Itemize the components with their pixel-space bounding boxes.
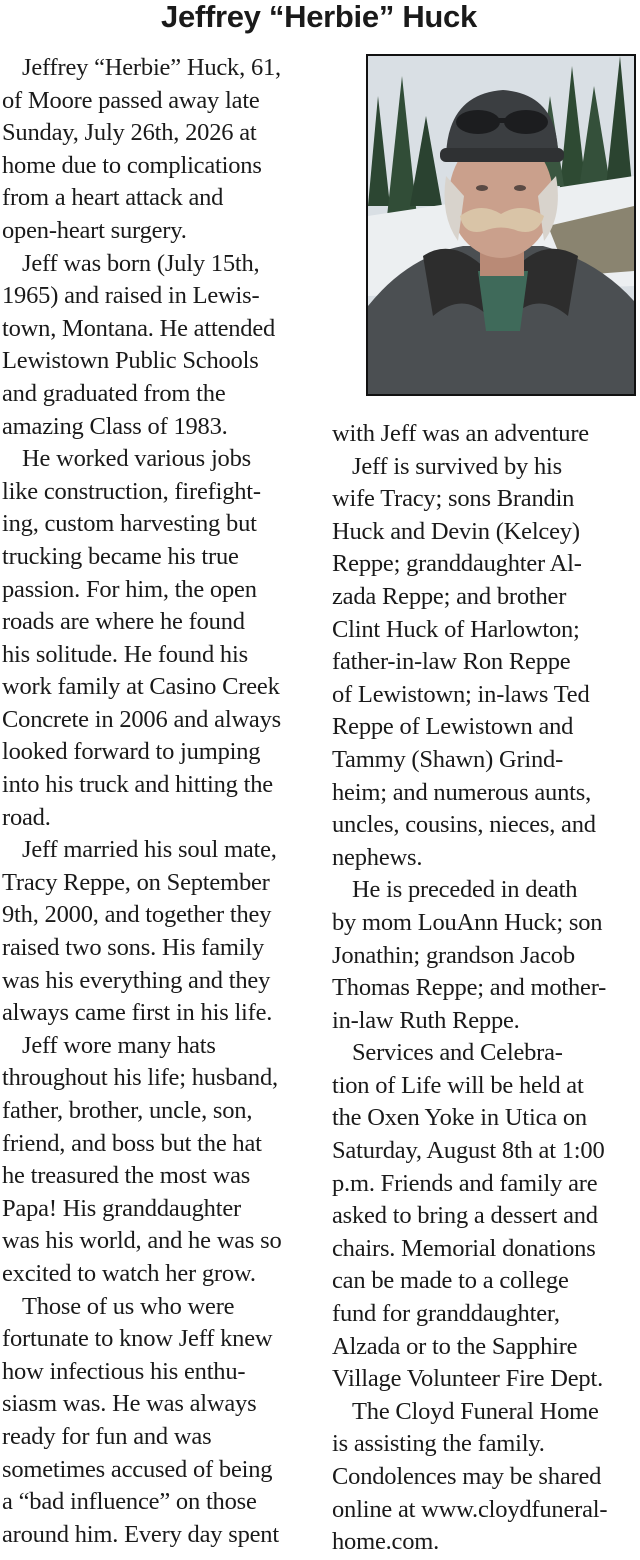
paragraph bbox=[2, 52, 320, 248]
text-line: raised two sons. His family bbox=[2, 934, 265, 962]
text-line: Saturday, August 8th at 1:00 bbox=[332, 1137, 605, 1165]
text-line: was his everything and they bbox=[2, 966, 271, 994]
text-line: looked forward to jumping bbox=[2, 738, 261, 766]
text-line: road. bbox=[2, 803, 51, 831]
text-line: and graduated from the bbox=[2, 379, 226, 407]
text-line: Reppe of Lewistown and bbox=[332, 713, 574, 741]
text-line: around him. Every day spent bbox=[2, 1520, 279, 1548]
left-column bbox=[2, 52, 320, 1551]
text-line: was his world, and he was so bbox=[2, 1227, 282, 1255]
text-line: how infectious his enthu- bbox=[2, 1357, 246, 1385]
text-line: siasm was. He was always bbox=[2, 1390, 257, 1418]
text-line: is assisting the family. bbox=[332, 1430, 545, 1458]
text-line: Those of us who were bbox=[22, 1292, 235, 1320]
right-column bbox=[332, 418, 636, 1559]
text-line: amazing Class of 1983. bbox=[2, 412, 228, 440]
text-line: Reppe; granddaughter Al- bbox=[332, 550, 582, 578]
text-line: of Moore passed away late bbox=[2, 86, 260, 114]
text-line: a “bad influence” on those bbox=[2, 1488, 257, 1516]
text-line: town, Montana. He attended bbox=[2, 314, 276, 342]
paragraph bbox=[332, 451, 636, 875]
text-line: fortunate to know Jeff knew bbox=[2, 1325, 273, 1353]
text-line: friend, and boss but the hat bbox=[2, 1129, 262, 1157]
portrait-photo bbox=[366, 54, 636, 396]
text-line: excited to watch her grow. bbox=[2, 1259, 256, 1287]
text-line: Jeff was born (July 15th, bbox=[22, 249, 260, 277]
text-line: like construction, firefight- bbox=[2, 477, 261, 505]
text-line: heim; and numerous aunts, bbox=[332, 778, 592, 806]
text-line: Concrete in 2006 and always bbox=[2, 705, 281, 733]
text-line: He is preceded in death bbox=[352, 876, 578, 904]
text-line: by mom LouAnn Huck; son bbox=[332, 908, 603, 936]
text-line: zada Reppe; and brother bbox=[332, 582, 567, 610]
text-line: online at www.cloydfuneral- bbox=[332, 1495, 608, 1523]
paragraph bbox=[2, 1030, 320, 1291]
text-line: Lewistown Public Schools bbox=[2, 347, 259, 375]
text-line: uncles, cousins, nieces, and bbox=[332, 811, 596, 839]
text-line: throughout his life; husband, bbox=[2, 1064, 278, 1092]
text-line: 9th, 2000, and together they bbox=[2, 901, 272, 929]
text-line: Jeff is survived by his bbox=[352, 452, 562, 480]
text-line: ing, custom harvesting but bbox=[2, 510, 257, 538]
text-line: p.m. Friends and family are bbox=[332, 1169, 598, 1197]
text-line: The Cloyd Funeral Home bbox=[352, 1397, 599, 1425]
text-line: Thomas Reppe; and mother- bbox=[332, 974, 607, 1002]
text-line: the Oxen Yoke in Utica on bbox=[332, 1104, 587, 1132]
text-line: fund for granddaughter, bbox=[332, 1300, 560, 1328]
text-line: his solitude. He found his bbox=[2, 640, 248, 668]
text-line: He worked various jobs bbox=[22, 445, 251, 473]
text-line: Jeff wore many hats bbox=[22, 1031, 216, 1059]
text-line: from a heart attack and bbox=[2, 184, 224, 212]
portrait-photo-icon bbox=[368, 56, 634, 394]
text-line: father, brother, uncle, son, bbox=[2, 1097, 253, 1124]
text-line: Village Volunteer Fire Dept. bbox=[332, 1365, 603, 1393]
text-line: tion of Life will be held at bbox=[332, 1071, 584, 1099]
text-line: Jeff married his soul mate, bbox=[22, 836, 277, 864]
text-line: father-in-law Ron Reppe bbox=[332, 648, 571, 676]
paragraph bbox=[332, 418, 636, 451]
paragraph bbox=[2, 1291, 320, 1552]
text-line: roads are where he found bbox=[2, 608, 245, 636]
text-line: in-law Ruth Reppe. bbox=[332, 1006, 520, 1034]
text-line: Services and Celebra- bbox=[352, 1039, 563, 1067]
paragraph bbox=[2, 834, 320, 1030]
paragraph bbox=[332, 874, 636, 1037]
text-line: passion. For him, the open bbox=[2, 575, 257, 603]
text-line: always came first in his life. bbox=[2, 999, 273, 1027]
paragraph bbox=[332, 1037, 636, 1396]
text-line: Alzada or to the Sapphire bbox=[332, 1332, 578, 1360]
text-line: nephews. bbox=[332, 843, 423, 871]
obituary-title: Jeffrey “Herbie” Huck bbox=[161, 0, 477, 34]
paragraph bbox=[332, 1396, 636, 1559]
text-line: Tracy Reppe, on September bbox=[2, 868, 270, 896]
text-line: Sunday, July 26th, 2026 at bbox=[2, 119, 257, 147]
text-line: can be made to a college bbox=[332, 1267, 569, 1295]
text-line: with Jeff was an adventure bbox=[332, 420, 589, 447]
text-line: work family at Casino Creek bbox=[2, 673, 280, 701]
text-line: Tammy (Shawn) Grind- bbox=[332, 745, 564, 773]
paragraph bbox=[2, 443, 320, 834]
text-line: home.com. bbox=[332, 1528, 440, 1556]
text-line: ready for fun and was bbox=[2, 1422, 212, 1450]
paragraph bbox=[2, 248, 320, 444]
text-line: wife Tracy; sons Brandin bbox=[332, 485, 575, 513]
text-line: open-heart surgery. bbox=[2, 216, 187, 244]
text-line: sometimes accused of being bbox=[2, 1455, 273, 1483]
text-line: Papa! His granddaughter bbox=[2, 1194, 241, 1222]
text-line: of Lewistown; in-laws Ted bbox=[332, 680, 590, 708]
text-line: Jonathin; grandson Jacob bbox=[332, 941, 575, 969]
text-line: Clint Huck of Harlowton; bbox=[332, 615, 580, 643]
text-line: Condolences may be shared bbox=[332, 1463, 602, 1490]
text-line: 1965) and raised in Lewis- bbox=[2, 282, 260, 310]
text-line: he treasured the most was bbox=[2, 1162, 251, 1190]
text-line: home due to complications bbox=[2, 151, 262, 179]
text-line: trucking became his true bbox=[2, 542, 239, 570]
text-line: Huck and Devin (Kelcey) bbox=[332, 517, 580, 545]
text-line: into his truck and hitting the bbox=[2, 771, 273, 799]
text-line: asked to bring a dessert and bbox=[332, 1202, 598, 1230]
text-line: chairs. Memorial donations bbox=[332, 1234, 596, 1262]
text-line: Jeffrey “Herbie” Huck, 61, bbox=[22, 54, 281, 81]
